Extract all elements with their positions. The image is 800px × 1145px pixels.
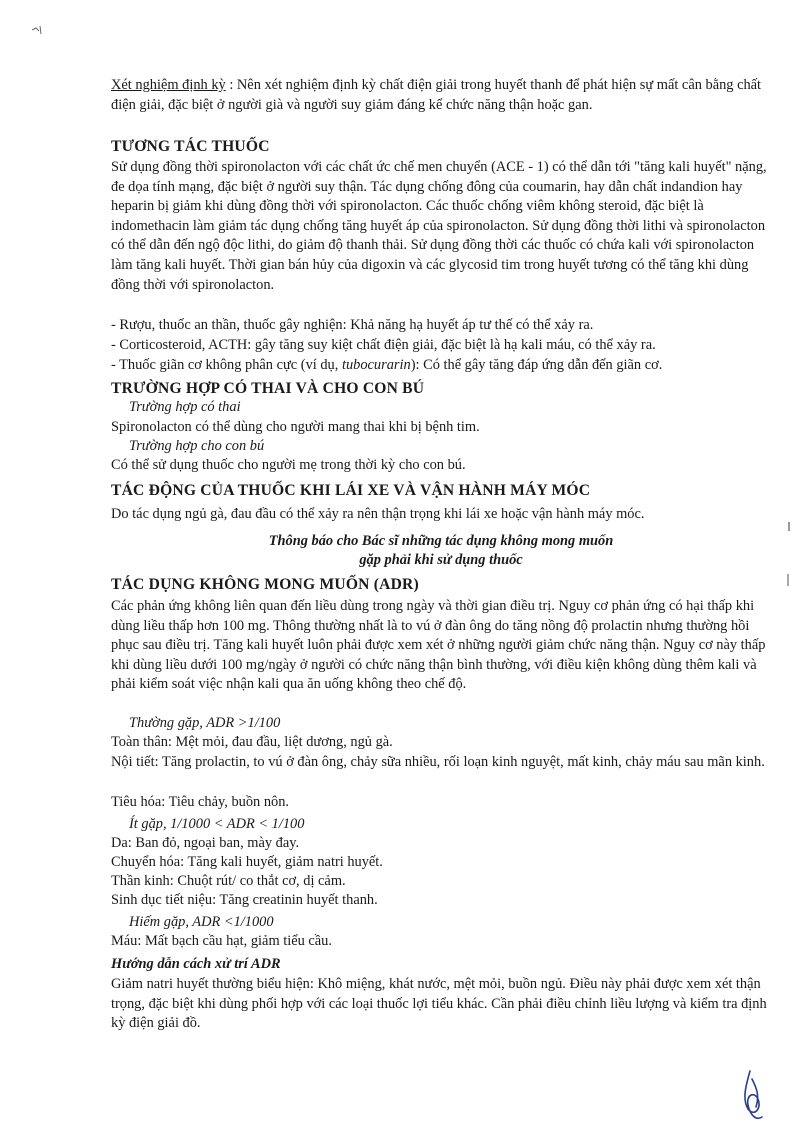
muscle-relaxant-effect: ): Có thể gây tăng đáp ứng dẫn đến giãn cơ. (410, 357, 663, 373)
periodic-test-label: Xét nghiệm định kỳ (111, 77, 226, 93)
pregnancy-subheading: Trường hợp có thai (129, 399, 241, 415)
uncommon-item-metabolic: Chuyển hóa: Tăng kali huyết, giảm natri huyết. (111, 854, 383, 870)
uncommon-item-nervous: Thần kinh: Chuột rút/ co thắt cơ, dị cảm. (111, 873, 346, 889)
interaction-bullet-alcohol: - Rượu, thuốc an thần, thuốc gây nghiện: Khả năng hạ huyết áp tư thế có thể xảy ra. (111, 317, 594, 333)
common-item-endocrine: Nội tiết: Tăng prolactin, to vú ở đàn ông, chảy sữa nhiều, rối loạn kinh nguyệt, mất kinh, chảy máu sau mãn kinh. (111, 754, 765, 770)
breastfeeding-subheading: Trường hợp cho con bú (129, 438, 265, 454)
heading-interactions: TƯƠNG TÁC THUỐC (111, 138, 270, 155)
notice-line-1: Thông báo cho Bác sĩ những tác dụng không mong muốn (268, 533, 614, 549)
rare-subheading: Hiếm gặp, ADR <1/1000 (129, 914, 274, 930)
muscle-relaxant-text: - Thuốc giãn cơ không phân cực (ví dụ, (111, 357, 342, 373)
pregnancy-paragraph: Spironolacton có thể dùng cho người mang thai khi bị bệnh tim. (111, 419, 480, 435)
uncommon-item-genitourinary: Sinh dục tiết niệu: Tăng creatinin huyết thanh. (111, 892, 378, 908)
heading-driving: TÁC ĐỘNG CỦA THUỐC KHI LÁI XE VÀ VẬN HÀNH MÁY MÓC (111, 482, 591, 499)
interactions-paragraph: Sử dụng đồng thời spironolacton với các chất ức chế men chuyển (ACE - 1) có thể dẫn tới "tăng kali huyết" nặng, đe dọa tính mạng, đặc biệt ở người suy thận. Tác dụng chống đông của coumarin, hay dẫn chất indandion hay heparin bị giảm khi dùng đồng thời với spironolacton. Các thuốc chống viêm không steroid, đặc biệt là indomethacin làm giảm tác dụng chống tăng huyết áp của spironolacton. Sử dụng đồng thời lithi và spironolacton có thể dẫn đến ngộ độc lithi, do giảm độ thanh thải. Sử dụng đồng thời các thuốc có chứa kali với spironolacton làm tăng kali huyết. Thời gian bán hủy của digoxin và các glycosid tim trong huyết tương có thể tăng khi dùng đồng thời với spironolacton. (111, 159, 767, 293)
common-item-digestive: Tiêu hóa: Tiêu chảy, buồn nôn. (111, 794, 290, 810)
common-item-general: Toàn thân: Mệt mỏi, đau đầu, liệt dương, ngủ gà. (111, 734, 393, 750)
margin-mark (788, 522, 790, 531)
breastfeeding-paragraph: Có thể sử dụng thuốc cho người mẹ trong thời kỳ cho con bú. (111, 457, 466, 473)
guide-heading: Hướng dẫn cách xử trí ADR (111, 956, 281, 972)
notice-line-2: gặp phải khi sử dụng thuốc (359, 552, 523, 568)
signature-icon (732, 1065, 772, 1125)
periodic-test-text: : Nên xét nghiệm định kỳ chất điện giải trong huyết thanh để phát hiện sự mất cân bằng chất điện giải, đặc biệt ở người già và người suy giảm đáng kể chức năng thận hoặc gan. (111, 77, 762, 113)
rare-item-blood: Máu: Mất bạch cầu hạt, giảm tiểu cầu. (111, 933, 332, 949)
uncommon-subheading: Ít gặp, 1/1000 < ADR < 1/100 (129, 816, 305, 832)
adr-paragraph: Các phản ứng không liên quan đến liều dùng trong ngày và thời gian điều trị. Nguy cơ phản ứng có hại thấp khi dùng liều thấp hơn 100 mg. Thông thường nhất là to vú ở đàn ông do tăng nồng độ prolactin nhưng thường hồi phục sau điều trị. Tăng kali huyết luôn phải được xem xét ở những người giảm chức năng thận. Nguy cơ này thấp khi dùng liều dưới 100 mg/ngày ở người có chức năng thận bình thường, với điều kiện không dùng thêm kali và phải kiểm soát việc nhận kali qua ăn uống không theo chế độ. (111, 598, 766, 693)
driving-paragraph: Do tác dụng ngủ gà, đau đầu có thể xảy ra nên thận trọng khi lái xe hoặc vận hành máy móc. (111, 506, 645, 522)
interaction-bullet-corticosteroid: - Corticosteroid, ACTH: gây tăng suy kiệt chất điện giải, đặc biệt là hạ kali máu, có thể xảy ra. (111, 337, 656, 353)
tubocurarin-text: tubocurarin (341, 357, 411, 373)
interaction-bullet-muscle-relaxant (111, 356, 662, 376)
margin-mark (787, 574, 789, 586)
scan-speck (30, 22, 50, 36)
guide-paragraph: Giảm natri huyết thường biểu hiện: Khô miệng, khát nước, mệt mỏi, buồn ngủ. Điều này phải được xem xét thận trọng, đặc biệt khi dùng phối hợp với các loại thuốc lợi tiểu khác. Cần phải điều chỉnh liều lượng và kiểm tra định kỳ điện giải đồ. (111, 976, 767, 1032)
common-subheading: Thường gặp, ADR >1/100 (129, 715, 281, 731)
heading-pregnancy: TRƯỜNG HỢP CÓ THAI VÀ CHO CON BÚ (111, 380, 425, 397)
periodic-test-paragraph (111, 76, 771, 115)
uncommon-item-skin: Da: Ban đỏ, ngoại ban, mày đay. (111, 835, 300, 851)
heading-adr: TÁC DỤNG KHÔNG MONG MUỐN (ADR) (111, 576, 419, 593)
